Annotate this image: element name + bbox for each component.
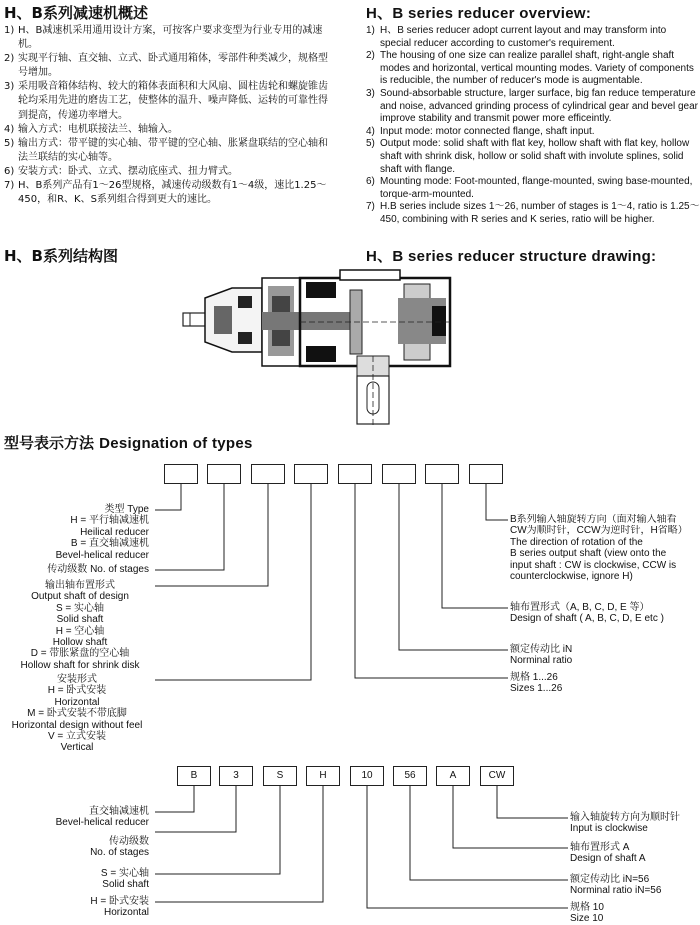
- example-label-ratio: 额定传动比 iN=56 Norminal ratio iN=56: [570, 874, 662, 897]
- structure-cn-title: H、B系列结构图: [4, 247, 118, 265]
- example-label-clockwise: 输入轴旋转方向为顺时针 Input is clockwise: [570, 812, 680, 835]
- example-code-stages: 3: [219, 766, 253, 786]
- example-code-output: S: [263, 766, 297, 786]
- example-label-size: 规格 10 Size 10: [570, 902, 604, 925]
- list-item: 2) 实现平行轴、直交轴、立式、卧式通用箱体，零部件种类减少，规格型号增加。: [4, 53, 328, 79]
- list-item: 6) Mounting mode: Foot-mounted, flange-mounted, swing base-mounted, torque-arm-mounted.: [366, 176, 693, 200]
- example-code-type: B: [177, 766, 211, 786]
- example-code-mounting: H: [306, 766, 340, 786]
- list-item: 2) The housing of one size can realize parallel shaft, right-angle shaft modes and horizontal, vertical mounting modes. Variety of components is reducible, the number of reducer's mode is augmentable.: [366, 50, 694, 87]
- list-item: 4) 输入方式：电机联接法兰、轴输入。: [4, 123, 178, 135]
- label-sizes: 规格 1...26 Sizes 1...26: [510, 672, 563, 695]
- overview-cn-title: H、B系列减速机概述: [4, 4, 148, 22]
- label-type: 类型 Type H = 平行轴减速机 Heilical reducer B = 直交轴减速机 Bevel-helical reducer: [55, 504, 149, 561]
- overview-en-title: H、B series reducer overview:: [366, 5, 592, 22]
- label-stages: 传动级数 No. of stages: [47, 564, 149, 575]
- designation-title: 型号表示方法 Designation of types: [4, 434, 253, 452]
- list-item: 4) Input mode: motor connected flange, shaft input.: [366, 125, 595, 137]
- list-item: 3) Sound-absorbable structure, larger surface, big fan reduce temperature and noise, advanced grinding process of cylindrical gear and bevel gear improve stability and transmit power more efficeintly.: [366, 87, 698, 125]
- list-item: 6) 安装方式：卧式、立式、摆动底座式、扭力臂式。: [4, 165, 238, 177]
- example-code-ratio: 56: [393, 766, 427, 786]
- label-shaft-design: 轴布置形式（A, B, C, D, E 等） Design of shaft ( A, B, C, D, E etc ): [510, 602, 664, 625]
- label-rotation: B系列输入轴旋转方向（面对输入轴看 CW为顺时针，CCW为逆时针，H省略） The direction of rotation of the B series output shaft (view onto the input shaft : CW is clockwise, CCW is counterclockwise, ignore H): [510, 514, 688, 583]
- example-label-shaft-a: 轴布置形式 A Design of shaft A: [570, 842, 646, 865]
- list-item: 1) H、B series reducer adopt current layout and may transform into special reducer according to customer's requirement.: [366, 25, 667, 49]
- list-item: 7) H、B系列产品有1～26型规格，减速传动级数有1～4级，速比1.25～450，和R、K、S系列组合得到更大的速比。: [4, 180, 327, 206]
- example-code-shaft: A: [436, 766, 470, 786]
- example-label-solid: S = 实心轴 Solid shaft: [100, 868, 149, 891]
- list-item: 1) H、B减速机采用通用设计方案，可按客户要求变型为行业专用的减速机。: [4, 25, 323, 51]
- label-output-shaft: 输出轴布置形式 Output shaft of design S = 实心轴 Solid shaft H = 空心轴 Hollow shaft D = 带胀紧盘的空心轴 Hollow shaft for shrink disk: [20, 580, 140, 671]
- list-item: 3) 采用吸音箱体结构、较大的箱体表面积和大风扇、圆柱齿轮和螺旋锥齿轮均采用先进的磨齿工艺，使整体的温升、噪声降低、运转的可靠性得到提高，传递功率增大。: [4, 81, 328, 121]
- example-label-horizontal: H = 卧式安装 Horizontal: [90, 896, 149, 919]
- list-item: 5) Output mode: solid shaft with flat key, hollow shaft with flat key, hollow shaft with shrink disk, hollow or solid shaft with involute splines, solid shaft with flange.: [366, 138, 690, 175]
- example-code-size: 10: [350, 766, 384, 786]
- label-mounting: 安装形式 H = 卧式安装 Horizontal M = 卧式安装不带底脚 Horizontal design without feel V = 立式安装 Vertical: [11, 674, 143, 754]
- list-item: 5) 输出方式：带平键的实心轴、带平键的空心轴、胀紧盘联结的空心轴和法兰联结的实心轴等。: [4, 137, 328, 163]
- example-code-rotation: CW: [480, 766, 514, 786]
- example-label-stages: 传动级数 No. of stages: [90, 836, 149, 859]
- label-ratio: 额定传动比 iN Norminal ratio: [510, 644, 573, 667]
- list-item: 7) H.B series include sizes 1～26, number of stages is 1～4, ratio is 1.25～450, combining with R series and K series, ratio will be higher.: [366, 201, 700, 225]
- structure-en-title: H、B series reducer structure drawing:: [366, 248, 657, 265]
- example-label-bevel: 直交轴减速机 Bevel-helical reducer: [55, 806, 149, 829]
